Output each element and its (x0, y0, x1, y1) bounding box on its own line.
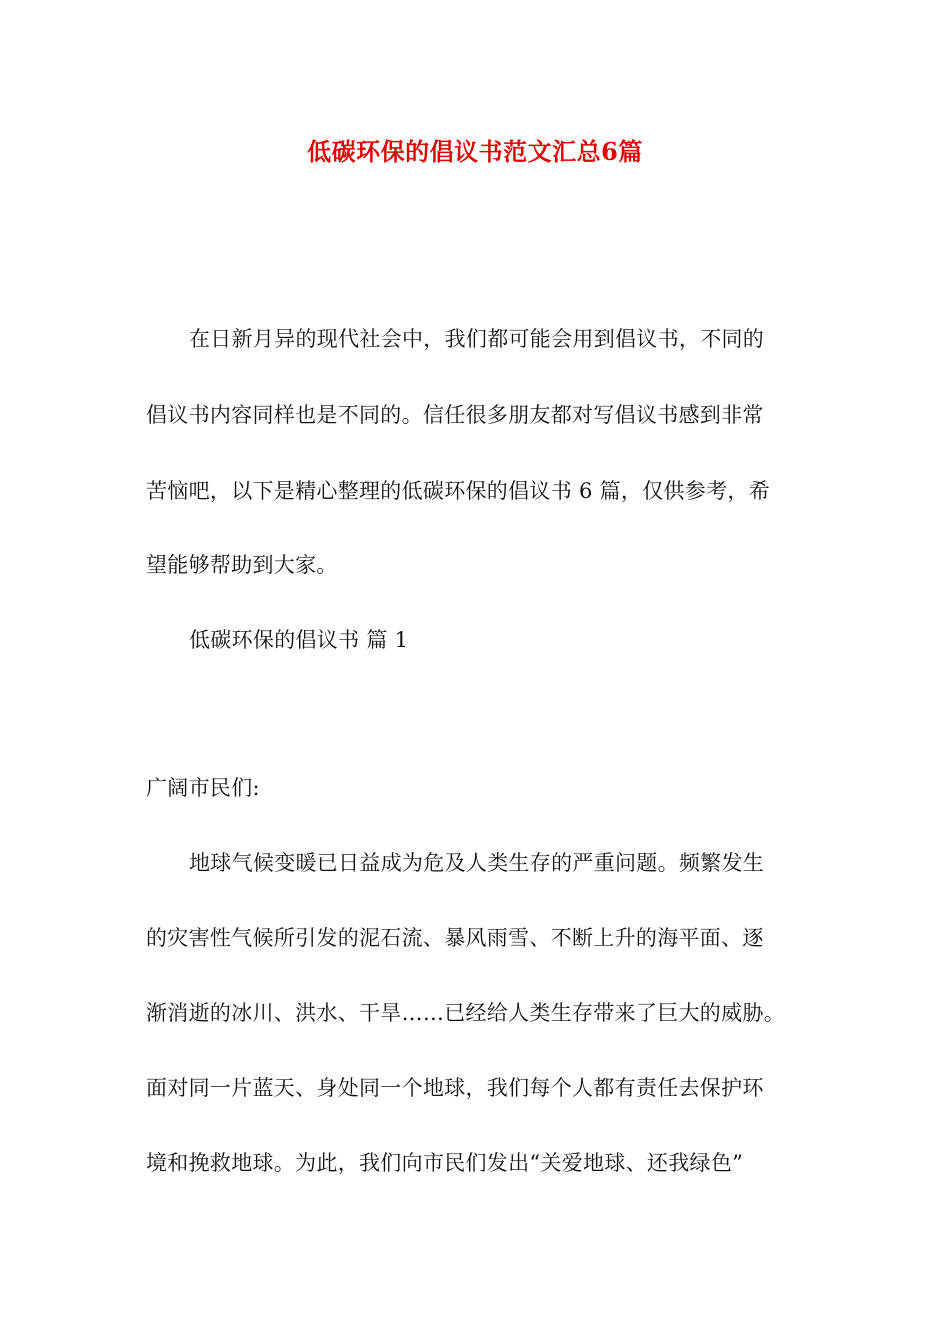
salutation: 广阔市民们: (146, 776, 260, 800)
body-line-5: 境和挽救地球。为此，我们向市民们发出“关爱地球、还我绿色” (146, 1151, 744, 1175)
document-title: 低碳环保的倡议书范文汇总6篇 (307, 137, 643, 166)
body-line-1: 地球气候变暖已日益成为危及人类生存的严重问题。频繁发生 (189, 851, 765, 875)
body-line-2: 的灾害性气候所引发的泥石流、暴风雨雪、不断上升的海平面、逐 (146, 926, 764, 950)
body-line-4: 面对同一片蓝天、身处同一个地球，我们每个人都有责任去保护环 (146, 1076, 764, 1100)
body-line-3: 渐消逝的冰川、洪水、干旱……已经给人类生存带来了巨大的威胁。 (146, 1001, 785, 1025)
intro-line-1: 在日新月异的现代社会中，我们都可能会用到倡议书，不同的 (189, 327, 765, 351)
intro-line-2: 倡议书内容同样也是不同的。信任很多朋友都对写倡议书感到非常 (146, 403, 764, 427)
intro-line-3: 苦恼吧，以下是精心整理的低碳环保的倡议书 6 篇，仅供参考，希 (146, 479, 771, 503)
section-heading-1: 低碳环保的倡议书 篇 1 (189, 628, 409, 652)
intro-line-4: 望能够帮助到大家。 (146, 553, 338, 577)
